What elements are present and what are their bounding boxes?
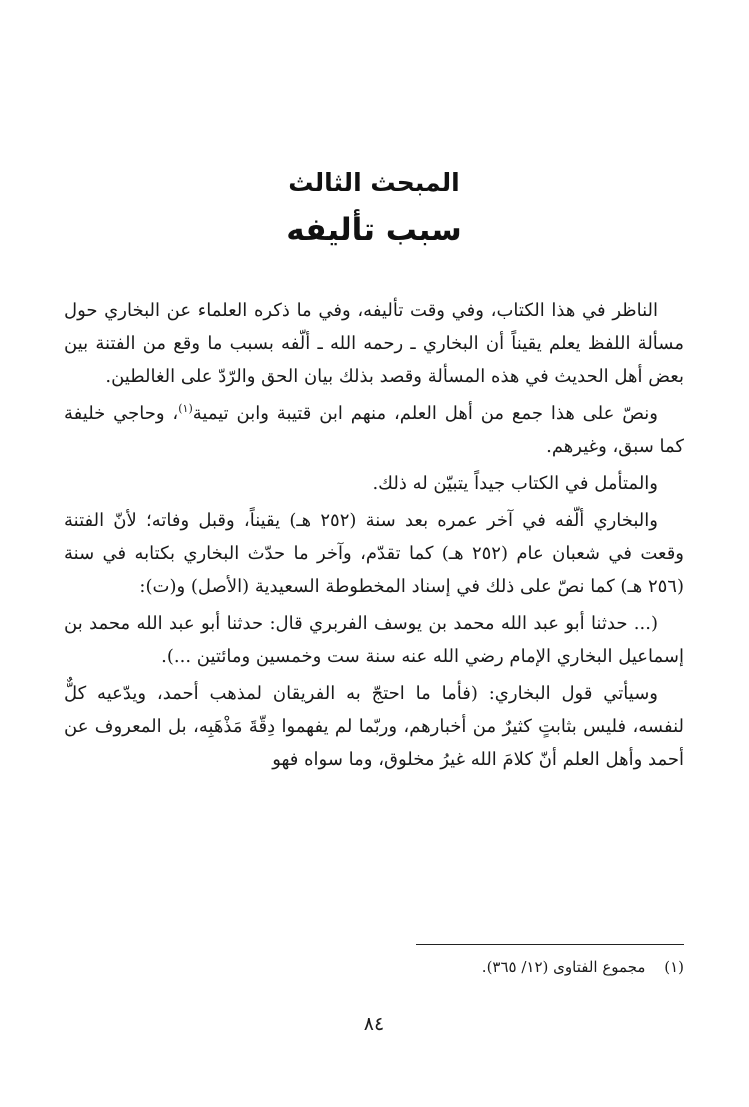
paragraph: وسيأتي قول البخاري: (فأما ما احتجّ به الفريقان لمذهب أحمد، ويدّعيه كلٌّ لنفسه، فليس بثابتٍ كثيرٌ من أخبارهم، وربّما لم يفهموا دِقّةَ مَذْهَبِه، بل المعروف عن أحمد وأهل العلم أنّ كلامَ الله غيرُ مخلوق، وما سواه فهو — [64, 683, 684, 770]
footnote-reference: (١) — [178, 402, 193, 415]
footnote-separator — [416, 944, 684, 945]
section-subtitle: سبب تأليفه — [286, 212, 462, 248]
paragraph-text-continued: ، وحاجي خليفة كما سبق، وغيرهم. — [64, 403, 684, 457]
quoted-paragraph: (... حدثنا أبو عبد الله محمد بن يوسف الفربري قال: حدثنا أبو عبد الله محمد بن إسماعيل البخاري الإمام رضي الله عنه سنة ست وخمسين ومائتين ...). — [64, 613, 684, 667]
footnote-number: (١) — [664, 958, 684, 976]
paragraph: والبخاري ألّفه في آخر عمره بعد سنة (٢٥٢ هـ) يقيناً، وقبل وفاته؛ لأنّ الفتنة وقعت في شعبان عام (٢٥٢ هـ) كما تقدّم، وآخر ما حدّث البخاري بكتابه في سنة (٢٥٦ هـ) كما نصّ على ذلك في إسناد المخطوطة السعيدية (الأصل) و(ت): — [64, 510, 684, 597]
footnote — [64, 955, 684, 979]
paragraph-text: ونصّ على هذا جمع من أهل العلم، منهم ابن قتيبة وابن تيمية — [192, 403, 658, 424]
book-page — [64, 0, 684, 1107]
page-number: ٨٤ — [363, 1013, 385, 1035]
paragraph: الناظر في هذا الكتاب، وفي وقت تأليفه، وفي ما ذكره العلماء عن البخاري حول مسألة اللفظ يعلم يقيناً أن البخاري ـ رحمه الله ـ ألّفه بسبب ما وقع من الفتنة بين بعض أهل الحديث في هذه المسألة وقصد بذلك بيان الحق والرّدّ على الغالطين. — [64, 300, 684, 387]
paragraph: والمتأمل في الكتاب جيداً يتبيّن له ذلك. — [372, 473, 658, 494]
body-text — [64, 294, 684, 780]
footnote-text: مجموع الفتاوى (١٢/ ٣٦٥). — [481, 958, 646, 976]
section-title: المبحث الثالث — [288, 168, 460, 197]
paragraph-with-footnote — [64, 397, 684, 463]
